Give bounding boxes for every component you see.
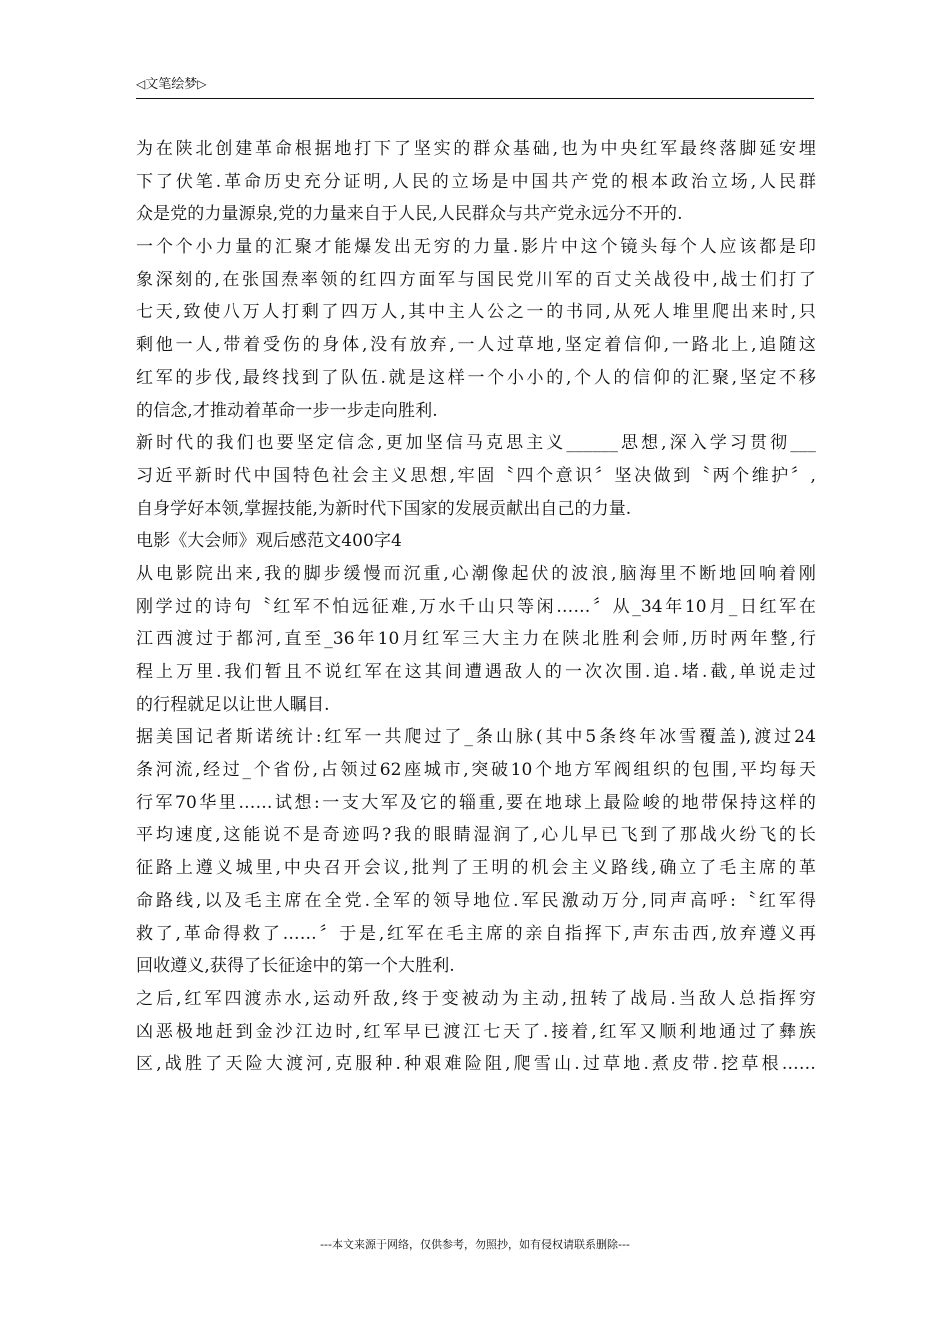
text-line: 行军70华里……试想:一支大军及它的辎重,要在地球上最险峻的地带保持这样的	[136, 792, 816, 813]
text-line: 剩他一人,带着受伤的身体,没有放弃,一人过草地,坚定着信仰,一路北上,追随这	[136, 335, 816, 356]
text-line: 程上万里.我们暂且不说红军在这其间遭遇敌人的一次次围.追.堵.截,单说走过	[136, 662, 816, 682]
page-footer-disclaimer: ---本文来源于网络，仅供参考，勿照抄，如有侵权请联系删除---	[320, 1238, 630, 1251]
brand-logo	[136, 76, 206, 93]
text-line: 下了伏笔.革命历史充分证明,人民的立场是中国共产党的根本政治立场,人民群	[136, 171, 816, 192]
text-line: 据美国记者斯诺统计:红军一共爬过了_条山脉(其中5条终年冰雪覆盖),渡过24	[136, 727, 816, 748]
text-line: 习近平新时代中国特色社会主义思想,牢固〝四个意识〞坚决做到〝两个维护〞,	[136, 465, 816, 486]
text-line: 电影《大会师》观后感范文400字4	[136, 531, 402, 552]
text-line: 从电影院出来,我的脚步缓慢而沉重,心潮像起伏的波浪,脑海里不断地回响着刚	[136, 563, 816, 584]
text-line: 征路上遵义城里,中央召开会议,批判了王明的机会主义路线,确立了毛主席的革	[136, 858, 816, 879]
text-line: 为在陕北创建革命根据地打下了坚实的群众基础,也为中央红军最终落脚延安埋	[136, 139, 816, 159]
text-line: 刚学过的诗句〝红军不怕远征难,万水千山只等闲……〞从_34年10月_日红军在	[136, 596, 816, 617]
text-line: 区,战胜了天险大渡河,克服种.种艰难险阻,爬雪山.过草地.煮皮带.挖草根……	[136, 1054, 816, 1075]
text-line: 新时代的我们也要坚定信念,更加坚信马克思主义______思想,深入学习贯彻___	[136, 433, 816, 454]
text-line: 众是党的力量源泉,党的力量来自于人民,人民群众与共产党永远分不开的.	[136, 204, 683, 225]
text-line: 的信念,才推动着革命一步一步走向胜利.	[136, 400, 438, 421]
text-line: 红军的步伐,最终找到了队伍.就是这样一个小小的,个人的信仰的汇聚,坚定不移	[136, 367, 816, 388]
text-line: 救了,革命得救了……〞于是,红军在毛主席的亲自指挥下,声东击西,放弃遵义再	[136, 923, 816, 944]
text-line: 象深刻的,在张国焘率领的红四方面军与国民党川军的百丈关战役中,战士们打了	[136, 269, 816, 290]
text-line: 回收遵义,获得了长征途中的第一个大胜利.	[136, 956, 455, 977]
brand-text: 文笔绘梦	[145, 77, 198, 92]
text-line: 条河流,经过_个省份,占领过62座城市,突破10个地方军阀组织的包围,平均每天	[136, 760, 816, 781]
text-line: 江西渡过于都河,直至_36年10月红军三大主力在陕北胜利会师,历时两年整,行	[136, 629, 816, 650]
text-line: 平均速度,这能说不是奇迹吗?我的眼睛湿润了,心儿早已飞到了那战火纷飞的长	[136, 825, 816, 846]
text-line: 七天,致使八万人打剩了四万人,其中主人公之一的书同,从死人堆里爬出来时,只	[136, 302, 816, 323]
left-triangle-icon: ◁	[136, 77, 146, 91]
text-line: 之后,红军四渡赤水,运动歼敌,终于变被动为主动,扭转了战局.当敌人总指挥穷	[136, 988, 816, 1009]
document-body	[136, 133, 816, 1081]
text-line: 一个个小力量的汇聚才能爆发出无穷的力量.影片中这个镜头每个人应该都是印	[136, 237, 816, 258]
text-line: 自身学好本领,掌握技能,为新时代下国家的发展贡献出自己的力量.	[136, 498, 632, 519]
text-line: 命路线,以及毛主席在全党.全军的领导地位.军民激动万分,同声高呼:〝红军得	[136, 890, 816, 911]
text-line: 凶恶极地赶到金沙江边时,红军早已渡江七天了.接着,红军又顺利地通过了彝族	[136, 1021, 816, 1042]
text-line: 的行程就足以让世人瞩目.	[136, 694, 330, 715]
page-header	[136, 74, 814, 99]
right-triangle-icon: ▷	[197, 77, 207, 91]
